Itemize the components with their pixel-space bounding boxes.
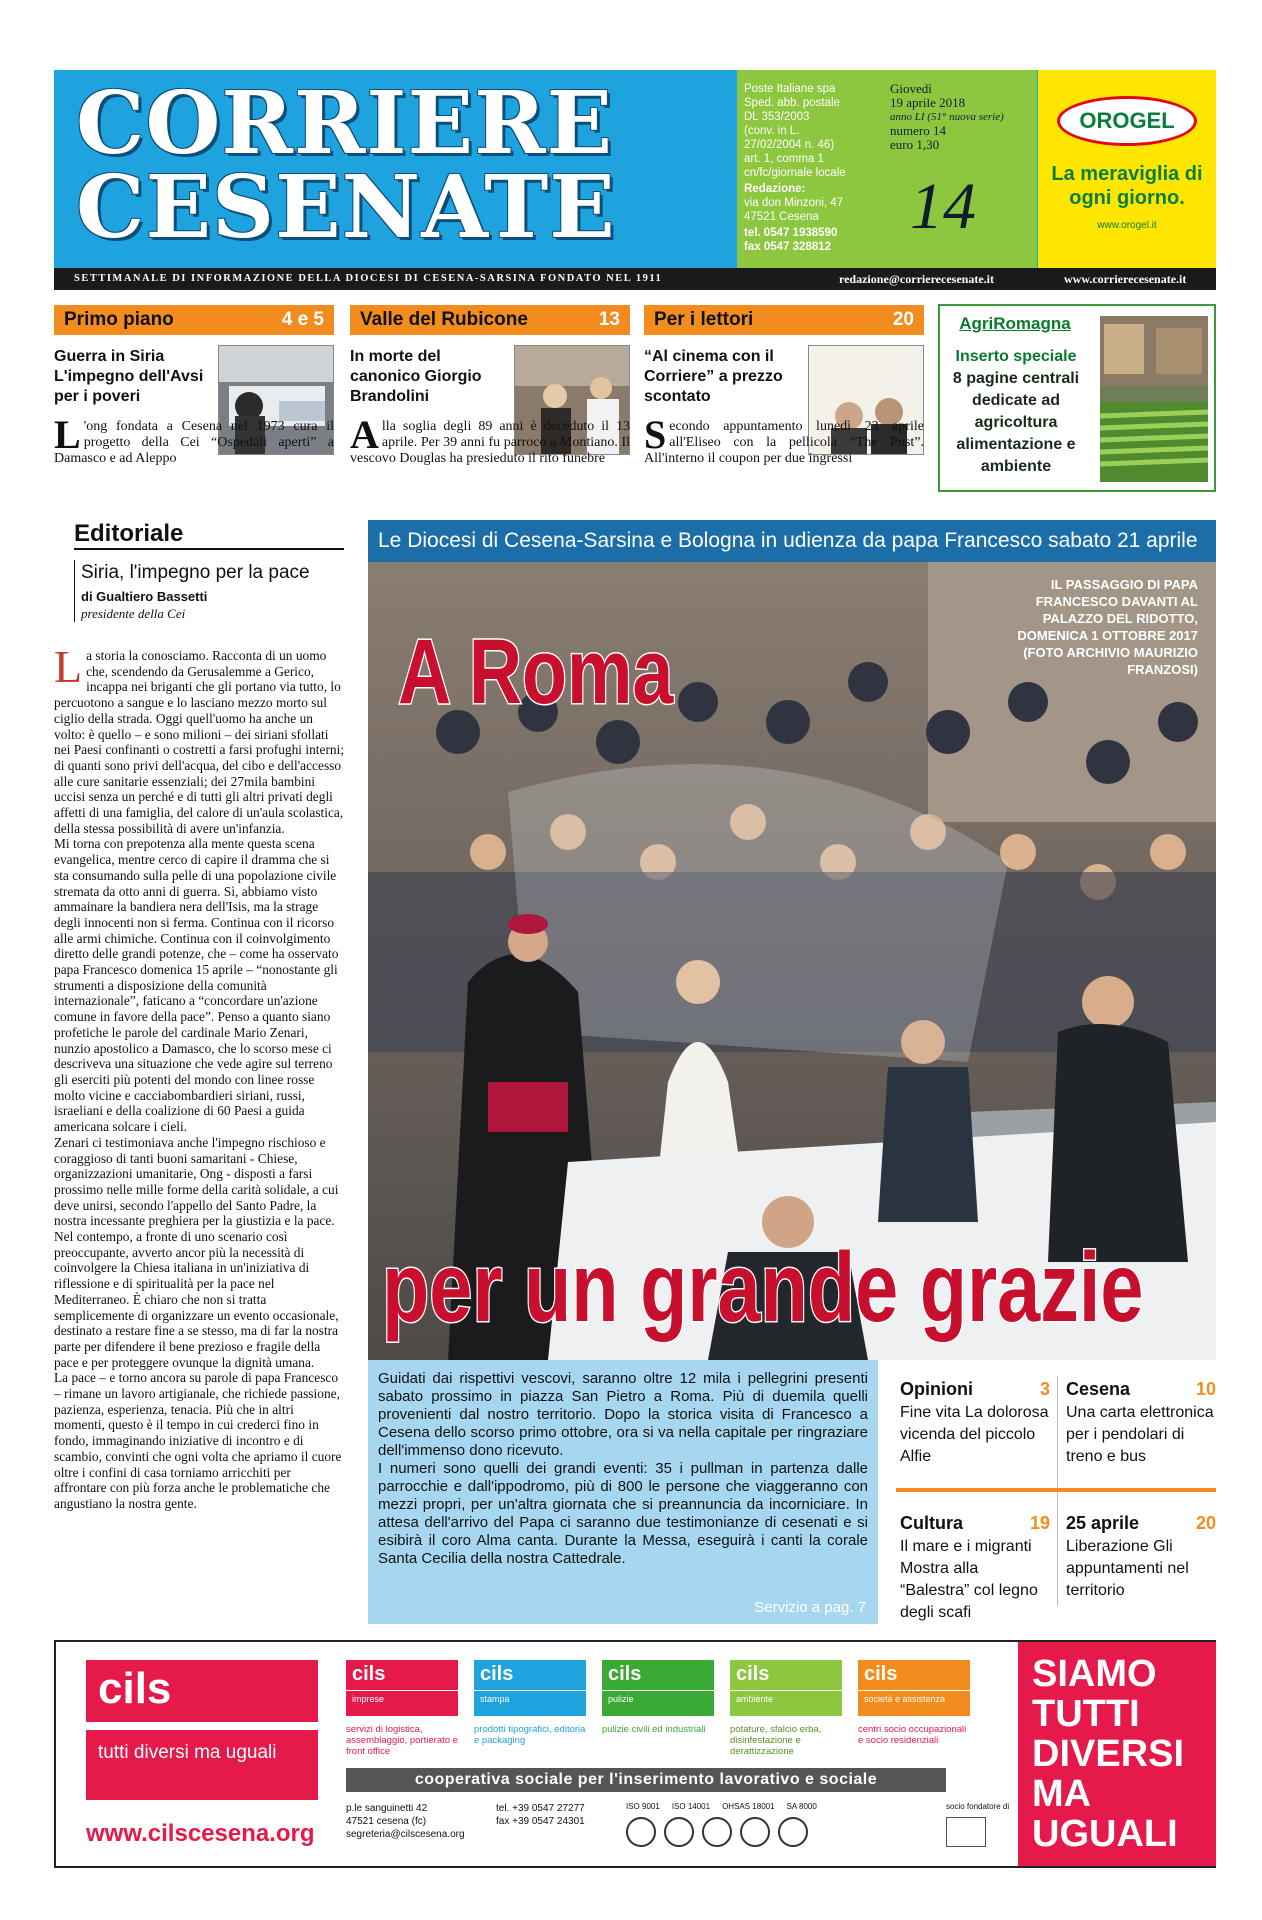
editorial-byline: di Gualtiero Bassetti bbox=[81, 589, 208, 604]
division-logo: cils bbox=[858, 1660, 970, 1690]
tagline: SETTIMANALE DI INFORMAZIONE DELLA DIOCESI DI CESENA-SARSINA FONDATO NEL 1911 bbox=[74, 273, 663, 284]
brief-cesena[interactable] bbox=[1066, 1378, 1216, 1468]
continued-link[interactable]: Servizio a pag. 7 bbox=[754, 1599, 866, 1616]
orogel-ad[interactable] bbox=[1038, 70, 1216, 268]
cert-seal-icon bbox=[740, 1817, 770, 1847]
main-story-header[interactable]: Le Diocesi di Cesena-Sarsina e Bologna in udienza da papa Francesco sabato 21 aprile bbox=[368, 520, 1216, 562]
address-city: 47521 cesena (fc) bbox=[346, 1816, 427, 1827]
teaser-header bbox=[54, 305, 334, 335]
teaser-page: 4 e 5 bbox=[281, 309, 324, 330]
cils-coop-banner: cooperativa sociale per l'inserimento lavorativo e sociale bbox=[346, 1768, 946, 1792]
fax-number: fax 0547 328812 bbox=[744, 241, 831, 253]
division-name: pulizie bbox=[602, 1690, 714, 1716]
division-services: centri socio occupazionali e socio residenziali bbox=[858, 1724, 967, 1746]
certifications bbox=[626, 1802, 946, 1847]
cert-label: SA 8000 bbox=[786, 1802, 817, 1811]
division-services: prodotti tipografici, editoria e packaging bbox=[474, 1724, 586, 1746]
editorial-paragraph: Mi torna con prepotenza alla mente questa scena evangelica, mentre cerco di capire il dramma che si sta consumando sulla pelle di una popolazione civile stremata da otto anni di guerra. Sì, abbiamo visto ammainare la bandiera nera dell'Isis, ma la strage degli innocenti non si ferma. Continua con il ricorso alle armi chimiche. Continua con il coinvolgimento diretto delle grandi potenze, che – come ha osservato papa Francesco domenica 15 aprile – “nonostante gli strumenti a disposizione della comunità internazionale”, faticano a “concordare un'azione comune in favore della pace”. Penso a quanto siano profetiche le parole del cardinale Mario Zenari, nunzio apostolico a Damasco, che lo scorso mese ci descriveva una situazione che vede agire sul terreno gli eserciti più potenti del mondo con linee rosse molto vicine e cacciabombardieri siriani, russi, israeliani e della coalizione di 60 Paesi a guida americana solcare i cieli. bbox=[54, 836, 339, 1135]
briefs-rule bbox=[896, 1488, 1216, 1492]
cils-url[interactable]: www.cilscesena.org bbox=[86, 1820, 315, 1847]
postal-line: art. 1, comma 1 bbox=[744, 153, 824, 165]
postal-line: DL 353/2003 bbox=[744, 111, 810, 123]
editorial-paragraph: Nel contempo, a fronte di uno scenario così preoccupante, avverto ancor più la necessità di coinvolgere la Chiesa italiana in un'iniziativa di riflessione e di spiritualità per la pace nel Mediterraneo. È chiaro che non si tratta semplicemente di organizzare un evento occasionale, destinato a restare fine a se stesso, ma di far la nostra parte per difendere il bene prezioso e fragile della pace e per proteggere ovunque la dignità umana. bbox=[54, 1229, 339, 1370]
issue-date: 19 aprile 2018 bbox=[890, 95, 966, 110]
cils-logo: cils bbox=[86, 1660, 318, 1722]
email-link[interactable]: redazione@corrierecesenate.it bbox=[839, 272, 994, 286]
teaser-body: econdo appuntamento lunedì 23 aprile all'Eliseo con la pellicola “The Post”. All'interno il coupon per due ingressi bbox=[644, 419, 924, 466]
brief-text: Una carta elettronica per i pendolari di treno e bus bbox=[1066, 1404, 1214, 1465]
postal-info bbox=[744, 82, 874, 254]
division-logo: cils bbox=[346, 1660, 458, 1690]
masthead bbox=[54, 70, 1216, 290]
fax-line: fax +39 0547 24301 bbox=[496, 1816, 585, 1827]
editorial-body bbox=[54, 641, 346, 1512]
cert-label: ISO 9001 bbox=[626, 1802, 660, 1811]
cils-phone bbox=[496, 1802, 585, 1828]
redazione-address: via don Minzoni, 47 bbox=[744, 197, 844, 209]
division-logo: cils bbox=[730, 1660, 842, 1690]
editorial-author-role: presidente della Cei bbox=[81, 606, 186, 621]
redazione-city: 47521 Cesena bbox=[744, 211, 819, 223]
cert-seals bbox=[626, 1817, 946, 1847]
phone-number: tel. 0547 1938590 bbox=[744, 227, 838, 239]
main-headline-line-1[interactable]: A Roma bbox=[398, 621, 674, 723]
orogel-logo: OROGEL bbox=[1057, 96, 1197, 146]
teaser-body: 'ong fondata a Cesena nel 1973 cura il progetto della Cei “Ospedali aperti” a Damasco e ad Aleppo bbox=[54, 419, 334, 466]
issue-number: numero 14 bbox=[890, 123, 946, 138]
cils-tagline: tutti diversi ma uguali bbox=[86, 1730, 318, 1800]
teaser-section: Primo piano bbox=[64, 309, 174, 330]
teaser-title: In morte del canonico Giorgio Brandolini bbox=[350, 348, 482, 405]
teaser-per-i-lettori[interactable] bbox=[644, 305, 924, 495]
brief-page: 19 bbox=[1029, 1513, 1050, 1533]
agriromagna-box[interactable] bbox=[938, 304, 1216, 492]
division-services: pulizie civili ed industriali bbox=[602, 1724, 706, 1735]
issue-price: euro 1,30 bbox=[890, 137, 940, 152]
teaser-page: 20 bbox=[892, 309, 914, 330]
lede-paragraph: Guidati dai rispettivi vescovi, saranno oltre 12 mila i pellegrini presenti sabato prossimo in piazza San Pietro a Roma. Più di duemila quelli provenienti dal nostro territorio. Dopo la storica visita di Francesco a Cesena dello scorso primo ottobre, ora si va nella capitale per ringraziare dell'immenso dono ricevuto. bbox=[378, 1370, 868, 1459]
cils-division-imprese bbox=[346, 1660, 458, 1757]
phone-line: tel. +39 0547 27277 bbox=[496, 1803, 585, 1814]
cert-seal-icon bbox=[702, 1817, 732, 1847]
newspaper-logo[interactable] bbox=[76, 73, 706, 262]
editorial-paragraph: La pace – e torno ancora su parole di papa Francesco – rimane un lavoro artigianale, che richiede passione, pazienza, esperienza, tenacia. Più che in altri momenti, questo è il tempo in cui crederci fino in fondo, immaginando iniziative di incontro e di scambio, convinti che ogni volta che apriamo il cuore oltre i confini di casa torniamo arricchiti per affrontare con più forza anche le problematiche che angustiano la nostra gente. bbox=[54, 1370, 342, 1511]
cils-division-societa bbox=[858, 1660, 970, 1746]
brief-text: Liberazione Gli appuntamenti nel territorio bbox=[1066, 1538, 1189, 1599]
division-name: ambiente bbox=[730, 1690, 842, 1716]
cert-seal-icon bbox=[664, 1817, 694, 1847]
agri-line-2: 8 pagine centrali dedicate ad agricoltura alimentazione e ambiente bbox=[952, 370, 1080, 475]
division-name: imprese bbox=[346, 1690, 458, 1716]
editorial-headline[interactable]: Siria, l'impegno per la pace bbox=[81, 562, 310, 583]
brief-section: 25 aprile bbox=[1066, 1513, 1140, 1533]
cils-division-stampa bbox=[474, 1660, 586, 1746]
orogel-slogan: La meraviglia di ogni giorno. bbox=[1051, 163, 1203, 209]
cils-brand bbox=[86, 1660, 318, 1848]
issue-year: anno LI (51° nuova serie) bbox=[890, 111, 1004, 123]
drop-cap: A bbox=[350, 412, 379, 457]
brief-header bbox=[900, 1378, 1050, 1400]
teaser-title: Guerra in Siria L'impegno dell'Avsi per i poveri bbox=[54, 348, 204, 405]
brief-header bbox=[1066, 1378, 1216, 1400]
pope-photo bbox=[368, 562, 1216, 1360]
brief-text: Il mare e i migranti Mostra alla “Balestra” col legno degli scafi bbox=[900, 1538, 1038, 1621]
cils-address bbox=[346, 1802, 465, 1841]
teaser-text bbox=[350, 412, 630, 467]
teaser-text bbox=[54, 412, 334, 467]
teaser-valle-rubicone[interactable] bbox=[350, 305, 630, 495]
address-line: p.le sanguinetti 42 bbox=[346, 1803, 428, 1814]
division-services: potature, sfalcio erba, disinfestazione e derattizzazione bbox=[730, 1724, 822, 1757]
cils-email[interactable]: segreteria@cilscesena.org bbox=[346, 1829, 465, 1840]
teaser-section: Valle del Rubicone bbox=[360, 309, 528, 330]
teaser-text bbox=[644, 412, 924, 467]
cils-advertisement[interactable] bbox=[54, 1640, 1216, 1868]
issue-info bbox=[890, 82, 1030, 242]
brief-page: 20 bbox=[1195, 1513, 1216, 1533]
cert-seal-icon bbox=[626, 1817, 656, 1847]
teaser-section: Per i lettori bbox=[654, 309, 754, 330]
teaser-header bbox=[644, 305, 924, 335]
cils-division-pulizie bbox=[602, 1660, 714, 1735]
brief-header bbox=[1066, 1512, 1216, 1534]
socio-label: socio fondatore di bbox=[946, 1802, 1010, 1811]
agri-line-1: Inserto speciale bbox=[955, 348, 1077, 365]
brief-opinioni[interactable] bbox=[900, 1378, 1050, 1468]
editorial-kicker: Editoriale bbox=[74, 520, 344, 550]
logo-line-1: CORRIERE bbox=[76, 73, 614, 174]
editorial-paragraph: Zenari ci testimoniava anche l'impegno rischioso e coraggioso di tanti buoni samaritani - Chiese, organizzazioni umanitarie, Ong - disposti a farsi prossimo nelle mille forme della carità solidale, a cui deve unirsi, secondo l'appello del Santo Padre, la nostra incessante preghiera per la giustizia e la pace. bbox=[54, 1134, 339, 1229]
division-name: stampa bbox=[474, 1690, 586, 1716]
drop-cap: S bbox=[644, 412, 667, 457]
fsc-icon bbox=[778, 1817, 808, 1847]
editorial-headline-block bbox=[74, 560, 346, 622]
division-services: servizi di logistica, assemblaggio, portierato e front office bbox=[346, 1724, 458, 1757]
teaser-body: lla soglia degli 89 anni è deceduto il 13 aprile. Per 39 anni fu parroco a Montiano. Il vescovo Douglas ha presieduto il rito funebre bbox=[350, 419, 630, 466]
division-logo: cils bbox=[474, 1660, 586, 1690]
main-lede bbox=[368, 1360, 878, 1624]
brief-25-aprile[interactable] bbox=[1066, 1512, 1216, 1602]
orogel-site: www.orogel.it bbox=[1097, 220, 1157, 231]
brief-section: Opinioni bbox=[900, 1379, 973, 1399]
brief-page: 3 bbox=[1039, 1379, 1050, 1399]
main-headline-line-2[interactable]: per un grande grazie bbox=[382, 1232, 1144, 1342]
lede-paragraph: I numeri sono quelli dei grandi eventi: 35 i pullman in partenza dalle parrocchie e dall'ippodromo, più di 800 le persone che viaggeranno con mezzi propri, per un'altra giornata che si preannuncia da incorniciare. In attesa dell'arrivo del Papa ci saranno due testimonianze di cesenati e si esibirà il coro Alma canta. Durante la Messa, eseguirà i canti la corale Santa Cecilia della nostra Cattedrale. bbox=[378, 1460, 868, 1567]
postal-line: cn/fc/giornale locale bbox=[744, 167, 846, 179]
cert-label: ISO 14001 bbox=[671, 1802, 711, 1811]
agri-description bbox=[946, 346, 1086, 478]
editorial-paragraph bbox=[54, 641, 346, 836]
paragraph-text: a storia la conosciamo. Racconta di un uomo che, scendendo da Gerusalemme a Gerico, incappa nei briganti che gli portano via tutto, lo percuotono a sangue e lo lasciano mezzo morto sul ciglio della strada. Oggi quell'uomo ha anche un volto: è quello – e sono milioni – dei siriani sfollati nei Paesi confinanti o costretti a farsi profughi interni; di quanti sono privi dell'acqua, del cibo e dell'accesso alle cure sanitarie essenziali; dei 27mila bambini uccisi senza un perché e di tutti gli altri privati degli affetti di una famiglia, del calore di un'aula scolastica, della stessa possibilità di avere un'infanzia. bbox=[54, 648, 345, 836]
teaser-primo-piano[interactable] bbox=[54, 305, 334, 495]
tagline-strip bbox=[54, 268, 1216, 290]
postal-line: 27/02/2004 n. 46) bbox=[744, 139, 835, 151]
editorial-column bbox=[54, 520, 346, 1615]
brief-header bbox=[900, 1512, 1050, 1534]
website-link[interactable]: www.corrierecesenate.it bbox=[1064, 272, 1187, 286]
foundation-logo-icon bbox=[946, 1817, 986, 1847]
drop-cap: L bbox=[54, 641, 83, 692]
brief-section: Cesena bbox=[1066, 1379, 1131, 1399]
teaser-header bbox=[350, 305, 630, 335]
agri-vegetables-image bbox=[1100, 316, 1208, 482]
brief-section: Cultura bbox=[900, 1513, 963, 1533]
brief-cultura[interactable] bbox=[900, 1512, 1050, 1624]
brief-page: 10 bbox=[1195, 1379, 1216, 1399]
redazione-label: Redazione: bbox=[744, 183, 806, 195]
teaser-page: 13 bbox=[598, 309, 620, 330]
drop-cap: L bbox=[54, 412, 81, 457]
cils-slogan: SIAMO TUTTI DIVERSI MA UGUALI bbox=[1018, 1642, 1216, 1866]
cert-label: OHSAS 18001 bbox=[722, 1802, 775, 1811]
brief-text: Fine vita La dolorosa vicenda del piccolo Alfie bbox=[900, 1404, 1049, 1465]
postal-line: Poste Italiane spa bbox=[744, 83, 836, 95]
issue-day: Giovedì bbox=[890, 81, 932, 96]
postal-line: (conv. in L. bbox=[744, 125, 800, 137]
agri-label: AgriRomagna bbox=[959, 314, 1071, 333]
photo-caption: IL PASSAGGIO DI PAPA FRANCESCO DAVANTI AL PALAZZO DEL RIDOTTO, DOMENICA 1 OTTOBRE 2017 (FOTO ARCHIVIO MAURIZIO FRANZOSI) bbox=[1017, 577, 1198, 677]
division-name: società e assistenza bbox=[858, 1690, 970, 1716]
issue-number-large: 14 bbox=[910, 170, 976, 243]
postal-line: Sped. abb. postale bbox=[744, 97, 840, 109]
division-logo: cils bbox=[602, 1660, 714, 1690]
logo-line-2: CESENATE bbox=[76, 157, 616, 258]
cils-division-ambiente bbox=[730, 1660, 842, 1757]
cert-labels bbox=[626, 1802, 946, 1811]
teaser-title: “Al cinema con il Corriere” a prezzo scontato bbox=[644, 348, 783, 405]
